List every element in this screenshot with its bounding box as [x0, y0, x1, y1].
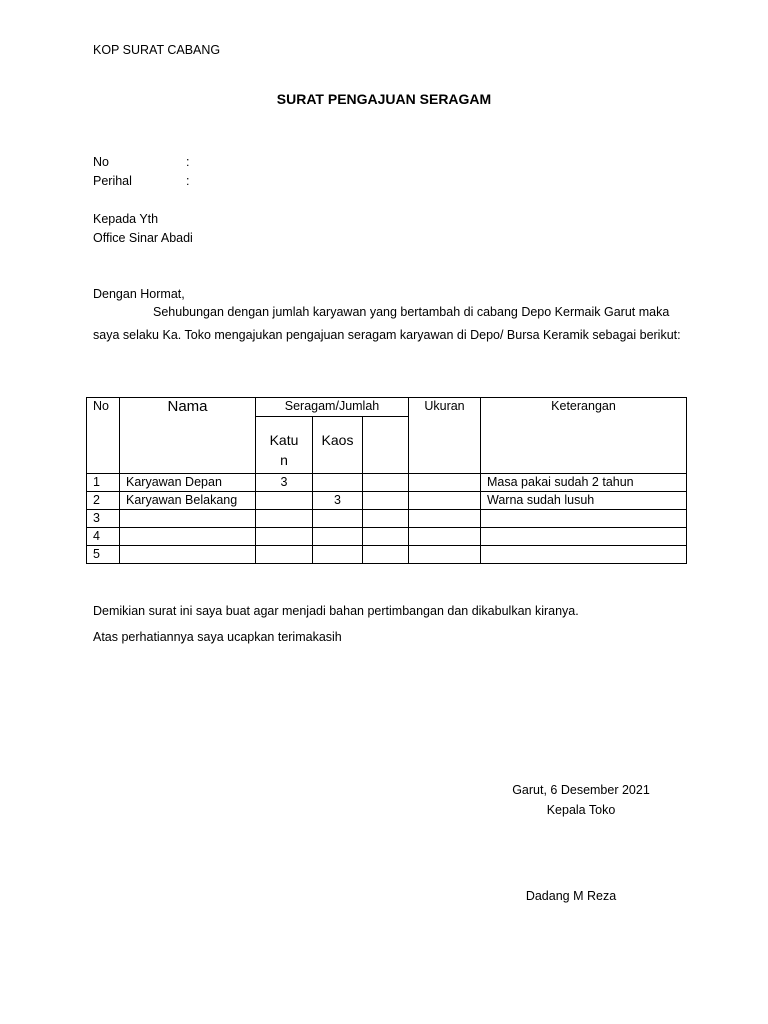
header-kaos: Kaos: [313, 417, 363, 474]
body-paragraph: [93, 301, 693, 347]
cell-kaos: [313, 528, 363, 546]
header-no: No: [87, 398, 120, 474]
cell-extra: [363, 474, 409, 492]
cell-no: 2: [87, 492, 120, 510]
header-nama: Nama: [120, 398, 256, 474]
header-extra: [363, 417, 409, 474]
cell-katun: [256, 510, 313, 528]
cell-extra: [363, 546, 409, 564]
cell-extra: [363, 510, 409, 528]
recipient-line-2: Office Sinar Abadi: [93, 231, 193, 245]
salutation: Dengan Hormat,: [93, 287, 185, 301]
no-label: No: [93, 155, 109, 169]
table-row: [87, 474, 687, 492]
cell-kaos: [313, 546, 363, 564]
cell-nama: Karyawan Belakang: [120, 492, 256, 510]
cell-no: 1: [87, 474, 120, 492]
cell-extra: [363, 528, 409, 546]
signature-position: Kepala Toko: [546, 803, 616, 817]
cell-keterangan: [481, 528, 687, 546]
cell-keterangan: [481, 510, 687, 528]
cell-ukuran: [409, 546, 481, 564]
table-row: [87, 546, 687, 564]
letterhead: KOP SURAT CABANG: [93, 43, 221, 57]
cell-keterangan: [481, 546, 687, 564]
cell-ukuran: [409, 474, 481, 492]
signature-place-date: Garut, 6 Desember 2021: [512, 783, 650, 797]
cell-kaos: [313, 474, 363, 492]
cell-nama: Karyawan Depan: [120, 474, 256, 492]
cell-keterangan: Warna sudah lusuh: [481, 492, 687, 510]
cell-ukuran: [409, 492, 481, 510]
cell-katun: [256, 528, 313, 546]
perihal-colon: :: [186, 174, 190, 188]
table-row: [87, 510, 687, 528]
header-seragam-jumlah: Seragam/Jumlah: [256, 398, 409, 417]
cell-nama: [120, 546, 256, 564]
closing-line-1: Demikian surat ini saya buat agar menjadi bahan pertimbangan dan dikabulkan kiranya.: [93, 604, 579, 618]
cell-nama: [120, 528, 256, 546]
cell-katun: [256, 546, 313, 564]
cell-no: 5: [87, 546, 120, 564]
cell-keterangan: Masa pakai sudah 2 tahun: [481, 474, 687, 492]
table-row: [87, 492, 687, 510]
header-ukuran: Ukuran: [409, 398, 481, 474]
cell-extra: [363, 492, 409, 510]
cell-nama: [120, 510, 256, 528]
recipient-line-1: Kepada Yth: [93, 212, 159, 226]
body-paragraph-rest: saya selaku Ka. Toko mengajukan pengajuan seragam karyawan di Depo/ Bursa Keramik sebagai berikut:: [93, 328, 681, 342]
cell-no: 3: [87, 510, 120, 528]
cell-katun: 3: [256, 474, 313, 492]
closing-line-2: Atas perhatiannya saya ucapkan terimakasih: [93, 630, 342, 644]
cell-kaos: 3: [313, 492, 363, 510]
cell-kaos: [313, 510, 363, 528]
signature-name: Dadang M Reza: [525, 889, 617, 903]
cell-ukuran: [409, 510, 481, 528]
perihal-label: Perihal: [93, 174, 132, 188]
header-keterangan: Keterangan: [481, 398, 687, 474]
no-colon: :: [186, 155, 190, 169]
cell-ukuran: [409, 528, 481, 546]
document-title: SURAT PENGAJUAN SERAGAM: [276, 91, 492, 107]
header-katun: Katun: [256, 417, 313, 474]
cell-katun: [256, 492, 313, 510]
cell-no: 4: [87, 528, 120, 546]
uniform-request-table: [86, 397, 687, 564]
body-paragraph-first-line: Sehubungan dengan jumlah karyawan yang bertambah di cabang Depo Kermaik Garut maka: [153, 305, 670, 319]
table-row: [87, 528, 687, 546]
